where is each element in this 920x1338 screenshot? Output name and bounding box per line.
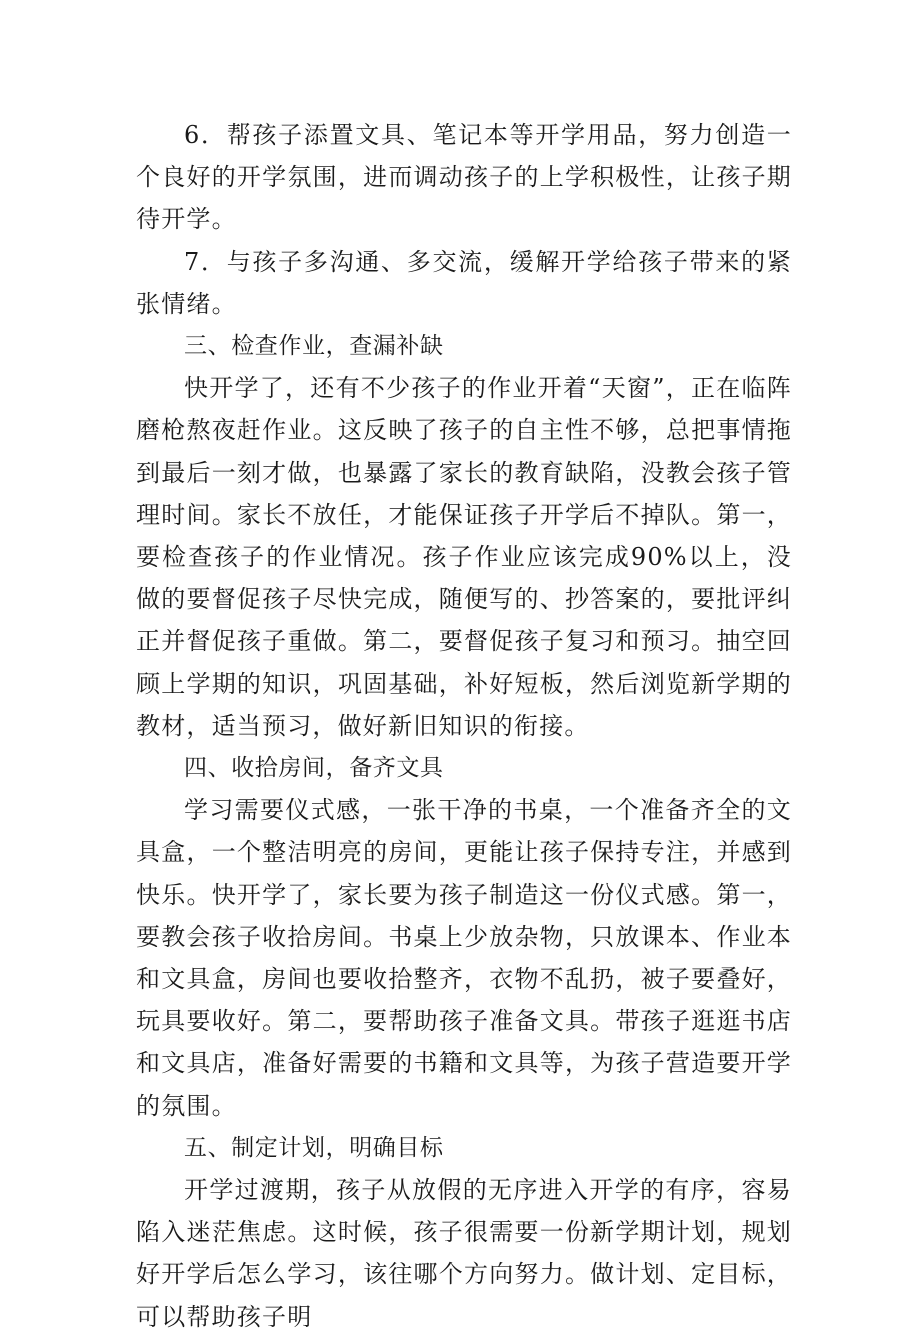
section-paragraph-4: 学习需要仪式感，一张干净的书桌，一个准备齐全的文具盒，一个整洁明亮的房间，更能让孩子保持专注，并感到快乐。快开学了，家长要为孩子制造这一份仪式感。第一，要教会孩子收拾房间。书桌上少放杂物，只放课本、作业本和文具盒，房间也要收拾整齐，衣物不乱扔，被子要叠好，玩具要收好。第二，要帮助孩子准备文具。带孩子逛逛书店和文具店，准备好需要的书籍和文具等，为孩子营造要开学的氛围。 <box>136 796 792 1120</box>
section-heading-4: 四、收拾房间，备齐文具 <box>184 755 444 782</box>
document-body <box>136 114 792 1338</box>
section-heading-5: 五、制定计划，明确目标 <box>184 1134 444 1161</box>
section-heading-3: 三、检查作业，查漏补缺 <box>184 333 444 360</box>
section-paragraph-3: 快开学了，还有不少孩子的作业开着“天窗”，正在临阵磨枪熬夜赶作业。这反映了孩子的自主性不够，总把事情拖到最后一刻才做，也暴露了家长的教育缺陷，没教会孩子管理时间。家长不放任，才能保证孩子开学后不掉队。第一，要检查孩子的作业情况。孩子作业应该完成90%以上，没做的要督促孩子尽快完成，随便写的、抄答案的，要批评纠正并督促孩子重做。第二，要督促孩子复习和预习。抽空回顾上学期的知识，巩固基础，补好短板，然后浏览新学期的教材，适当预习，做好新旧知识的衔接。 <box>136 374 792 740</box>
list-item-6: 6．帮孩子添置文具、笔记本等开学用品，努力创造一个良好的开学氛围，进而调动孩子的上学积极性，让孩子期待开学。 <box>136 121 792 234</box>
section-paragraph-5: 开学过渡期，孩子从放假的无序进入开学的有序，容易陷入迷茫焦虑。这时候，孩子很需要一份新学期计划，规划好开学后怎么学习，该往哪个方向努力。做计划、定目标，可以帮助孩子明 <box>136 1176 792 1331</box>
list-item-7: 7．与孩子多沟通、多交流，缓解开学给孩子带来的紧张情绪。 <box>136 247 792 318</box>
